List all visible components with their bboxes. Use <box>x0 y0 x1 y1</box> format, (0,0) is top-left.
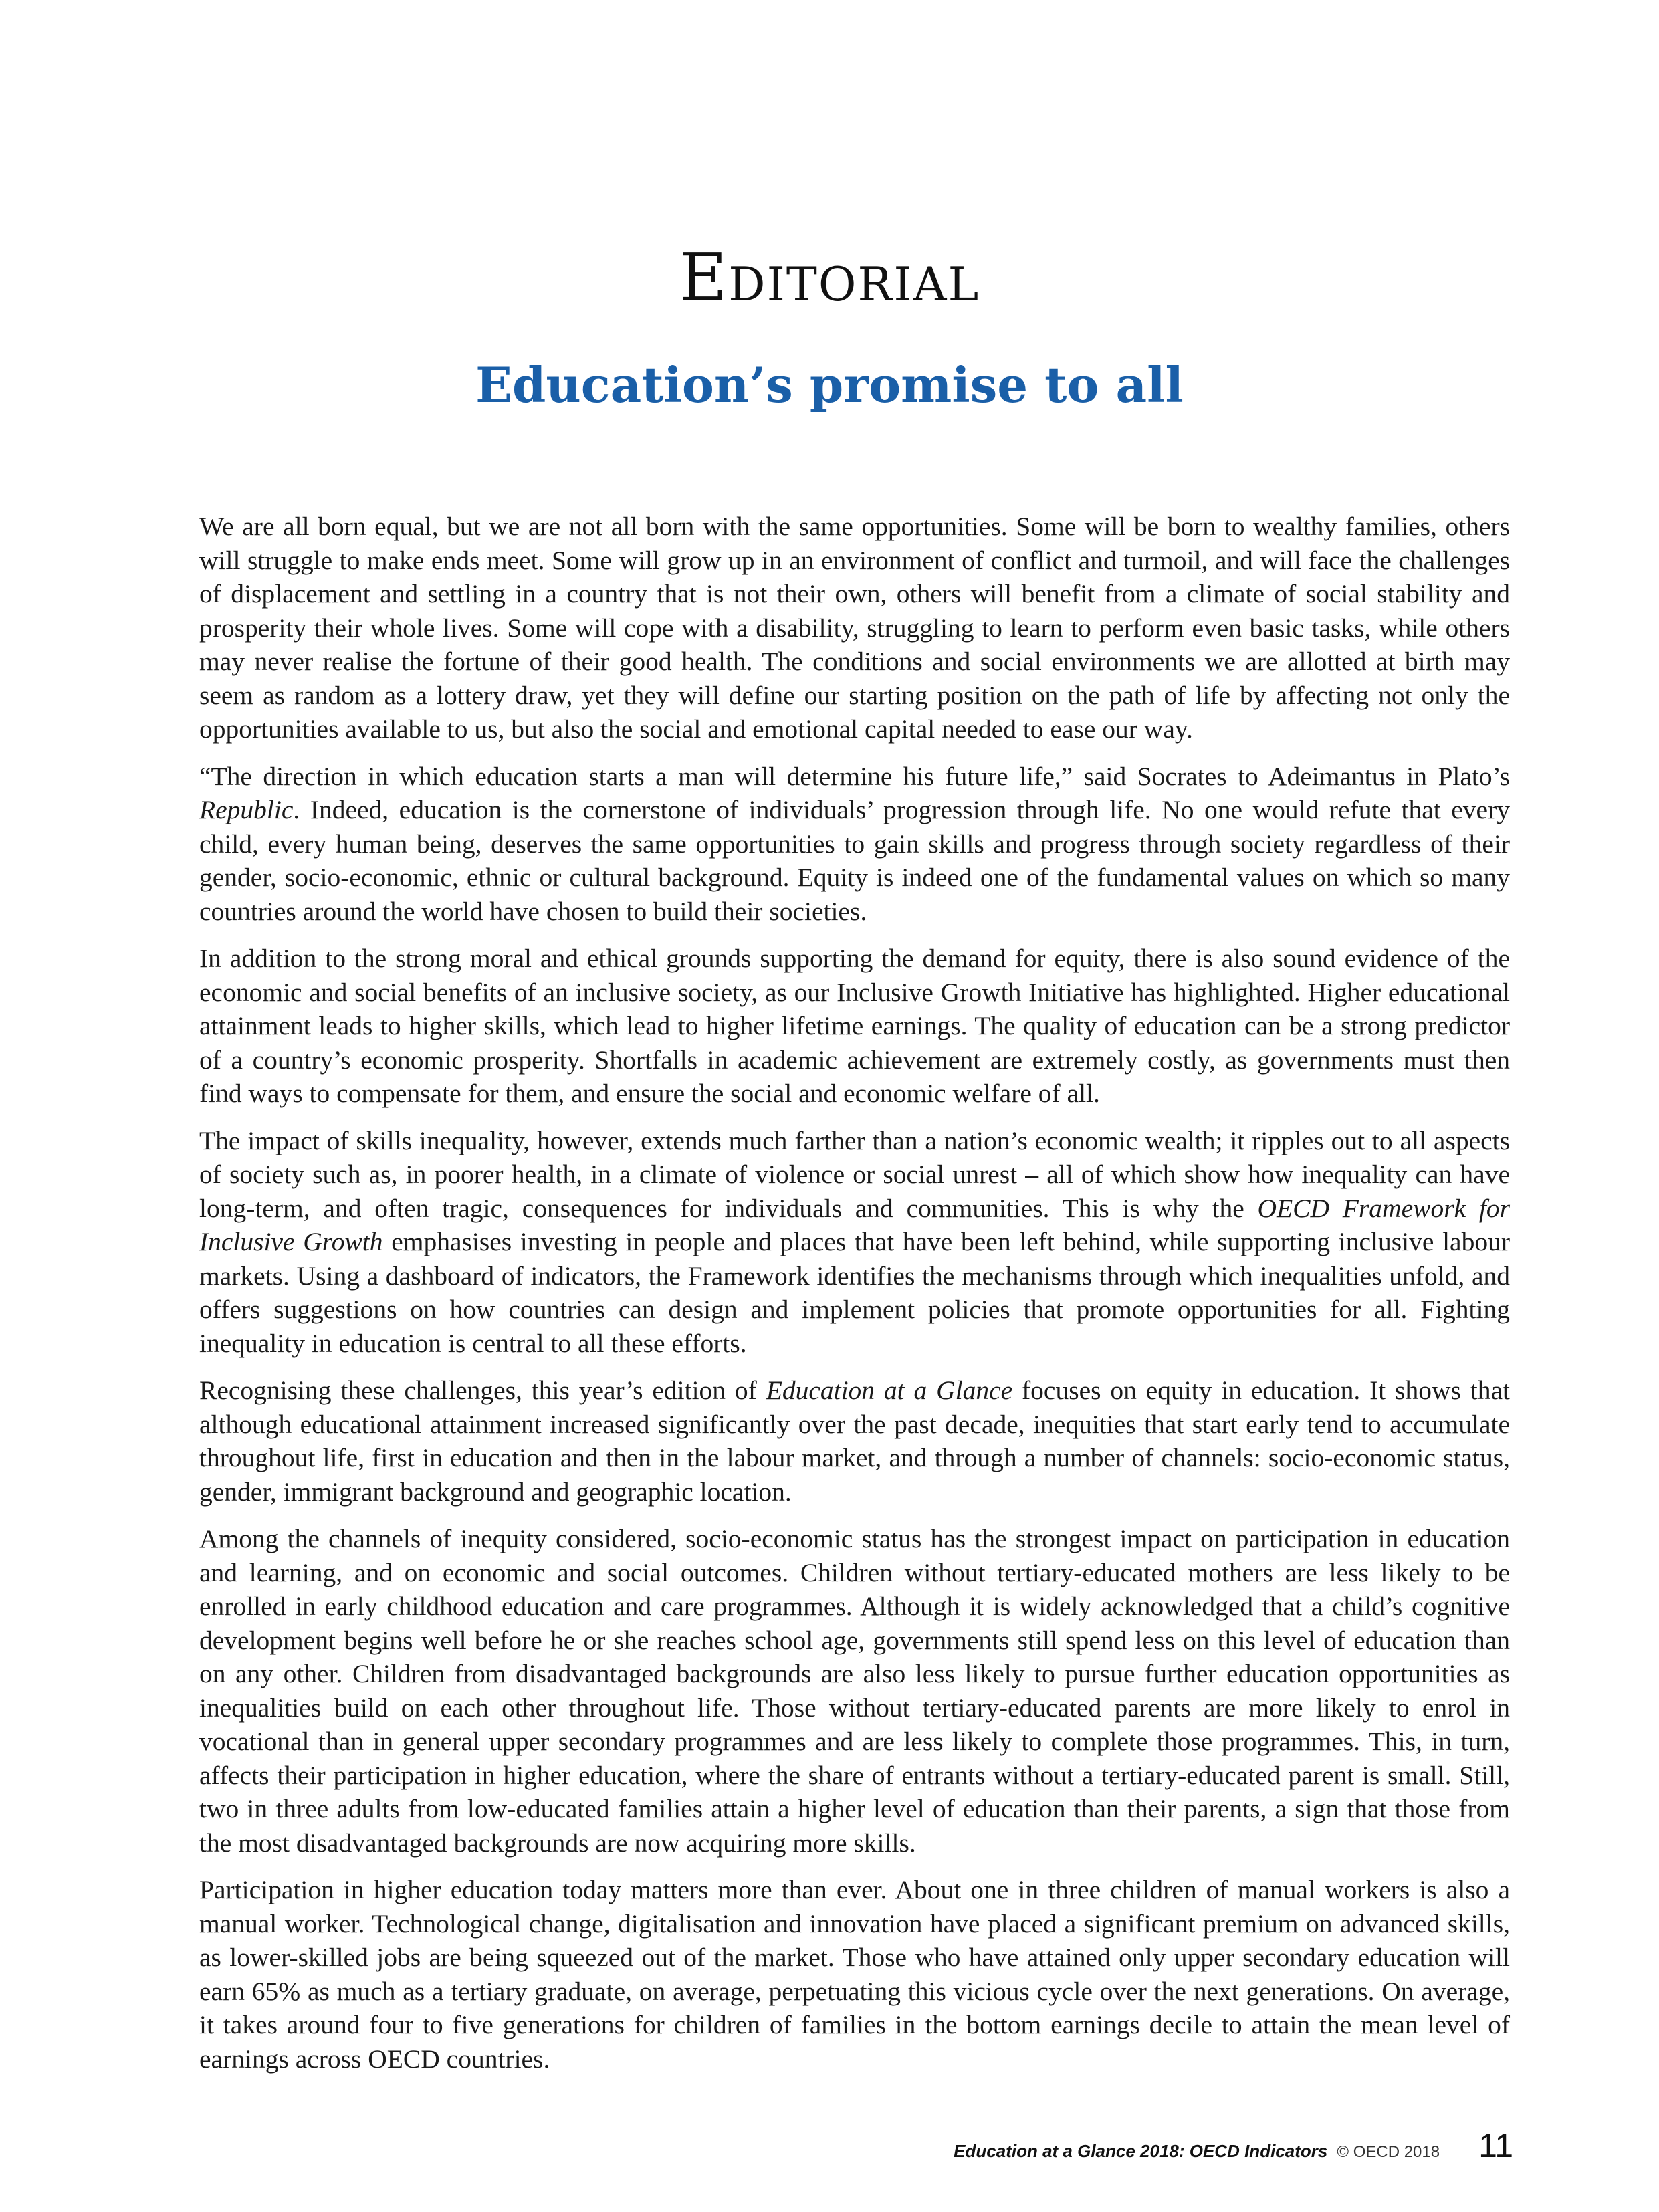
editorial-body <box>199 510 1510 2076</box>
page-subtitle: Education’s promise to all <box>475 356 1184 413</box>
paragraph-5: Recognising these challenges, this year’s edition of Education at a Glance focuses on equity in education. It shows that although educational attainment increased significantly over the past decade, inequities that start early tend to accumulate throughout life, first in education and then in the labour market, and through a number of channels: socio-economic status, gender, immigrant background and geographic location. <box>199 1375 1510 1507</box>
page-footer <box>954 2126 1513 2173</box>
paragraph-6: Among the channels of inequity considered, socio-economic status has the strongest impact on participation in education and learning, and on economic and social outcomes. Children without tertiary-educated mothers are less likely to be enrolled in early childhood education and care programmes. Although it is widely acknowledged that a child’s cognitive development begins well before he or she reaches school age, governments still spend less on this level of education than on any other. Children from disadvantaged backgrounds are also less likely to pursue further education opportunities as inequalities build on each other throughout life. Those without tertiary-educated parents are more likely to enrol in vocational than in general upper secondary programmes and are less likely to complete those programmes. This, in turn, affects their participation in higher education, where the share of entrants without a tertiary-educated parent is small. Still, two in three adults from low-educated families attain a higher level of education than their parents, a sign that those from the most disadvantaged backgrounds are now acquiring more skills. <box>199 1524 1510 1858</box>
paragraph-4: The impact of skills inequality, however, extends much farther than a nation’s economic wealth; it ripples out to all aspects of society such as, in poorer health, in a climate of violence or social unrest – all of which show how inequality can have long-term, and often tragic, consequences for individuals and communities. This is why the OECD Framework for Inclusive Growth emphasises investing in people and places that have been left behind, while supporting inclusive labour markets. Using a dashboard of indicators, the Framework identifies the mechanisms through which inequalities unfold, and offers suggestions on how countries can design and implement policies that promote opportunities for all. Fighting inequality in education is central to all these efforts. <box>199 1125 1510 1358</box>
section-title: Editorial <box>679 239 980 316</box>
italic-title-eag: Education at a Glance <box>766 1375 1013 1405</box>
italic-title-republic: Republic <box>199 795 294 824</box>
copyright-notice: © OECD 2018 <box>1337 2143 1440 2161</box>
publication-title: Education at a Glance 2018: OECD Indicators <box>954 2141 1328 2161</box>
paragraph-2: “The direction in which education starts a man will determine his future life,” said Socrates to Adeimantus in Plato’s Republic. Indeed, education is the cornerstone of individuals’ progression through life. No one would refute that every child, every human being, deserves the same opportunities to gain skills and progress through society regardless of their gender, socio-economic, ethnic or cultural background. Equity is indeed one of the fundamental values on which so many countries around the world have chosen to build their societies. <box>199 761 1510 926</box>
paragraph-1: We are all born equal, but we are not all born with the same opportunities. Some will be born to wealthy families, others will struggle to make ends meet. Some will grow up in an environment of conflict and turmoil, and will face the challenges of displacement and settling in a country that is not their own, others will benefit from a climate of social stability and prosperity their whole lives. Some will cope with a disability, struggling to learn to perform even basic tasks, while others may never realise the fortune of their good health. The conditions and social environments we are allotted at birth may seem as random as a lottery draw, yet they will define our starting position on the path of life by affecting not only the opportunities available to us, but also the social and emotional capital needed to ease our way. <box>199 512 1510 744</box>
page-number: 11 <box>1478 2127 1513 2165</box>
paragraph-7: Participation in higher education today matters more than ever. About one in three children of manual workers is also a manual worker. Technological change, digitalisation and innovation have placed a significant premium on advanced skills, as lower-skilled jobs are being squeezed out of the market. Those who have attained only upper secondary education will earn 65% as much as a tertiary graduate, on average, perpetuating this vicious cycle over the next generations. On average, it takes around four to five generations for children of families in the bottom earnings decile to attain the mean level of earnings across OECD countries. <box>199 1875 1510 2074</box>
paragraph-3: In addition to the strong moral and ethical grounds supporting the demand for equity, there is also sound evidence of the economic and social benefits of an inclusive society, as our Inclusive Growth Initiative has highlighted. Higher educational attainment leads to higher skills, which lead to higher lifetime earnings. The quality of education can be a strong predictor of a country’s economic prosperity. Shortfalls in academic achievement are extremely costly, as governments must then find ways to compensate for them, and ensure the social and economic welfare of all. <box>199 944 1510 1108</box>
italic-title-framework: OECD Framework for Inclusive Growth <box>199 1193 1510 1256</box>
